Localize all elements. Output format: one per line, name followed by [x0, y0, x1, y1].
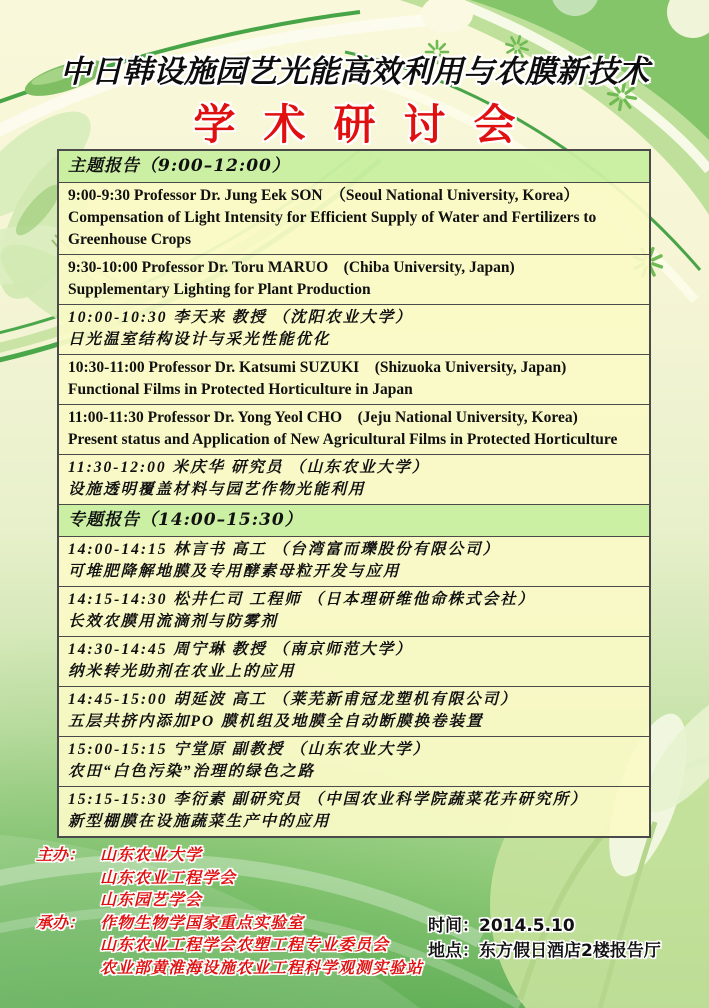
- session-time-line: 14:30-14:45 周宁琳 教授 （南京师范大学）: [68, 641, 413, 658]
- session-title-line: Present status and Application of New Agricultural Films in Protected Horticulture: [68, 431, 618, 448]
- session-row: [59, 736, 649, 786]
- organizer-label: 承办：: [36, 912, 85, 932]
- location-line: [428, 939, 661, 964]
- session-title-line: 可堆肥降解地膜及专用酵素母粒开发与应用: [68, 563, 401, 580]
- session-row: [59, 536, 649, 586]
- time-location-block: [428, 914, 661, 964]
- session-time-line: 9:30-10:00 Professor Dr. Toru MARUO (Chiba University, Japan): [68, 259, 515, 276]
- section-header-afternoon: 专题报告（14:00–15:30）: [59, 504, 649, 536]
- host-label: 主办：: [36, 845, 85, 864]
- session-title-line: Functional Films in Protected Horticulture in Japan: [68, 381, 413, 398]
- session-title-line: 设施透明覆盖材料与园艺作物光能利用: [68, 481, 366, 498]
- host-line: [36, 889, 423, 912]
- session-time-line: 10:00-10:30 李天来 教授 （沈阳农业大学）: [68, 309, 413, 326]
- session-time-line: 11:00-11:30 Professor Dr. Yong Yeol CHO (Jeju National University, Korea): [68, 409, 578, 426]
- session-time-line: 11:30-12:00 米庆华 研究员 （山东农业大学）: [68, 459, 430, 476]
- organizers-block: [36, 844, 423, 979]
- host-item: 山东农业大学: [100, 845, 203, 864]
- session-time-line: 9:00-9:30 Professor Dr. Jung Eek SON （Seoul National University, Korea）: [68, 187, 579, 204]
- session-row: [59, 354, 649, 404]
- organizer-line: [36, 912, 423, 935]
- location-label: 地点：: [428, 941, 479, 961]
- session-title-line: Supplementary Lighting for Plant Production: [68, 281, 371, 298]
- schedule-table: [57, 149, 651, 838]
- session-title-line: 农田“白色污染”治理的绿色之路: [68, 763, 316, 780]
- session-row: [59, 254, 649, 304]
- session-title-line: 日光温室结构设计与采光性能优化: [68, 331, 331, 348]
- time-value: 2014.5.10: [479, 916, 575, 936]
- session-title-line: 长效农膜用流滴剂与防雾剂: [68, 613, 279, 630]
- session-row: [59, 636, 649, 686]
- host-line: [36, 844, 423, 867]
- host-item: 山东园艺学会: [100, 890, 203, 909]
- session-title-line: 纳米转光助剂在农业上的应用: [68, 663, 296, 680]
- poster-title: 中日韩设施园艺光能高效利用与农膜新技术: [60, 54, 649, 90]
- session-title-line: Compensation of Light Intensity for Efficient Supply of Water and Fertilizers to Greenhouse Crops: [68, 209, 597, 248]
- session-row: [59, 182, 649, 254]
- session-row: [59, 786, 649, 836]
- session-time-line: 14:15-14:30 松井仁司 工程师 （日本理研维他命株式会社）: [68, 591, 536, 608]
- poster-subtitle: 学术研讨会: [193, 100, 544, 149]
- time-line: [428, 914, 661, 939]
- session-row: [59, 404, 649, 454]
- location-value: 东方假日酒店2楼报告厅: [479, 941, 661, 961]
- session-time-line: 14:45-15:00 胡延波 高工 （莱芜新甫冠龙塑机有限公司）: [68, 691, 518, 708]
- time-label: 时间：: [428, 916, 479, 936]
- session-row: [59, 586, 649, 636]
- session-row: [59, 686, 649, 736]
- organizer-item: 作物生物学国家重点实验室: [100, 912, 305, 932]
- host-item: 山东农业工程学会: [100, 867, 237, 887]
- host-line: [36, 867, 423, 890]
- session-time-line: 15:15-15:30 李衍素 副研究员 （中国农业科学院蔬菜花卉研究所）: [68, 791, 588, 808]
- session-row: [59, 304, 649, 354]
- session-title-line: 新型棚膜在设施蔬菜生产中的应用: [68, 813, 331, 830]
- organizer-line: [36, 934, 423, 957]
- organizer-item: 农业部黄淮海设施农业工程科学观测实验站: [100, 957, 424, 977]
- session-time-line: 10:30-11:00 Professor Dr. Katsumi SUZUKI (Shizuoka University, Japan): [68, 359, 567, 376]
- session-time-line: 14:00-14:15 林言书 高工 （台湾富而瓅股份有限公司）: [68, 541, 501, 558]
- organizer-line: [36, 957, 423, 980]
- session-time-line: 15:00-15:15 宁堂原 副教授 （山东农业大学）: [68, 741, 431, 758]
- session-row: [59, 454, 649, 504]
- section-header-morning: 主题报告（9:00–12:00）: [59, 151, 649, 182]
- organizer-item: 山东农业工程学会农塑工程专业委员会: [100, 935, 390, 954]
- session-title-line: 五层共挤内添加PO 膜机组及地膜全自动断膜换卷装置: [68, 713, 484, 730]
